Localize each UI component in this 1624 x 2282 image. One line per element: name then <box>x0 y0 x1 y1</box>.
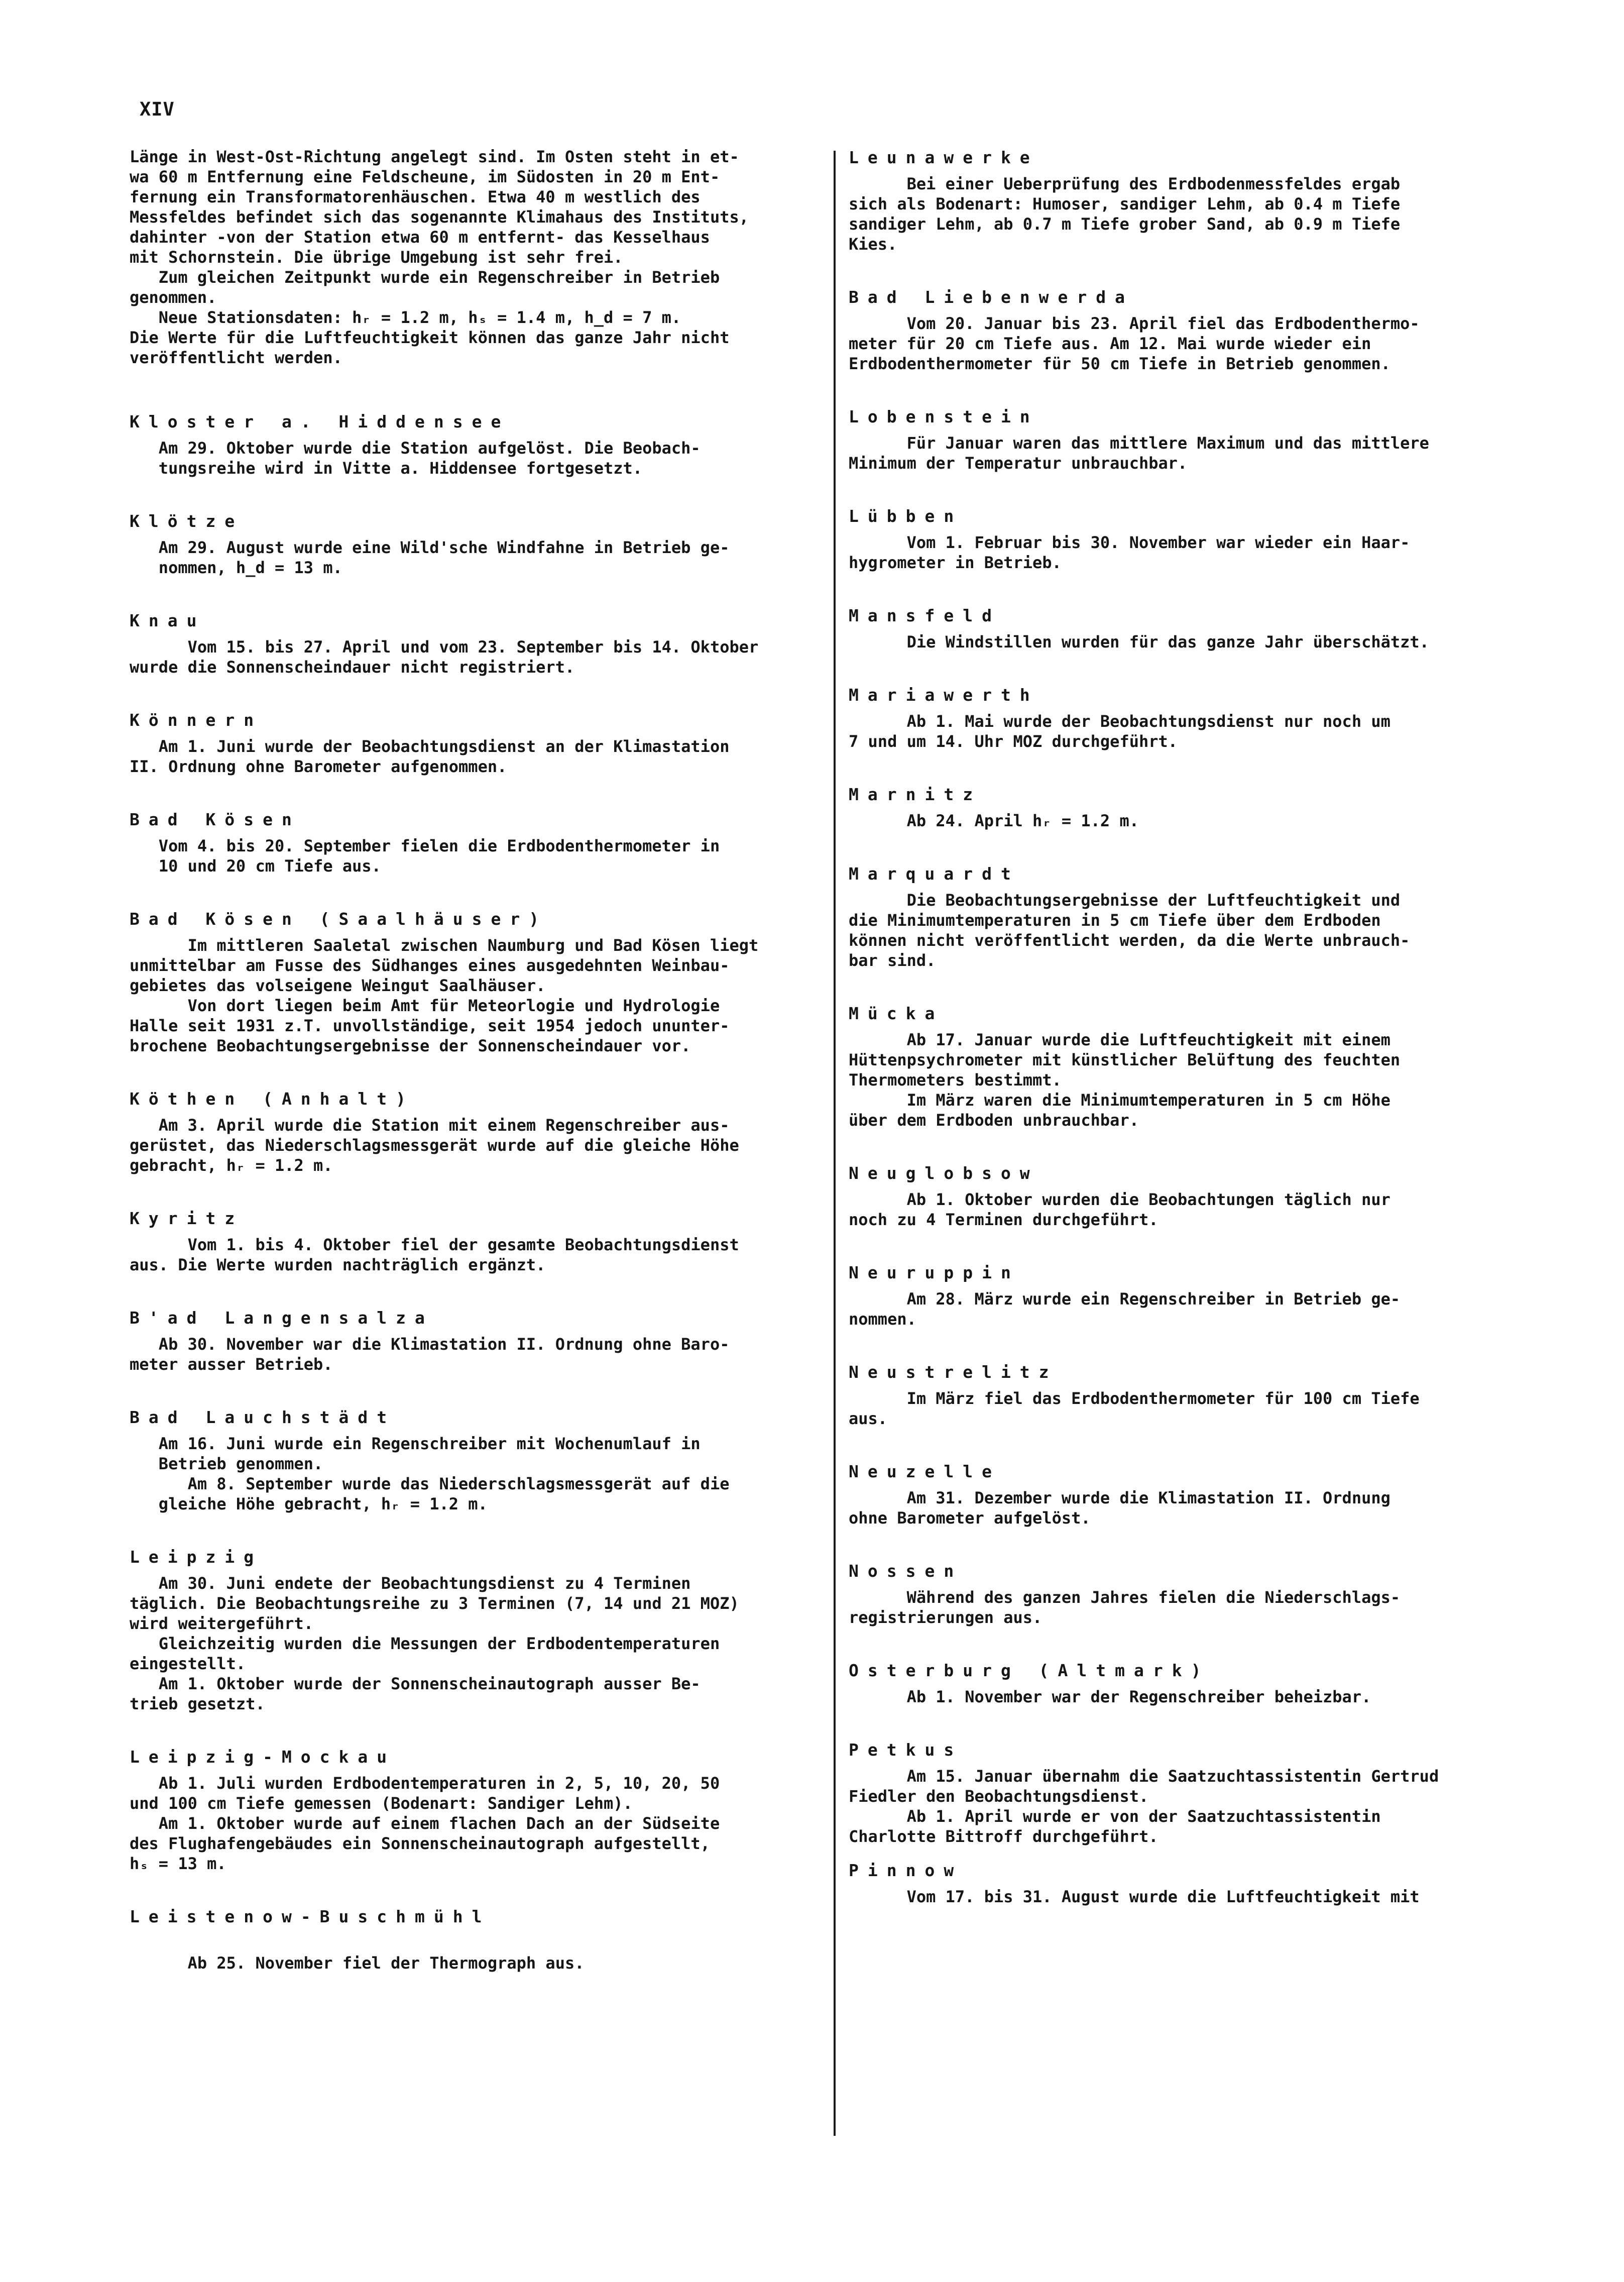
entry-koennern <box>130 709 833 777</box>
column-divider <box>834 151 836 2136</box>
entry-text: Ab 24. April hᵣ = 1.2 m. <box>849 811 1139 830</box>
entry-bad-koesen-saalhaeuser <box>130 908 833 1056</box>
entry-text: Ab 25. November fiel der Thermograph aus. <box>187 1953 585 1973</box>
entry-text: Die Windstillen wurden für das ganze Jahr überschätzt. <box>849 632 1429 651</box>
station-heading: Mariawerth <box>849 685 1039 705</box>
entry-text: Am 30. Juni endete der Beobachtungsdienst zu 4 Terminen täglich. Die Beobachtungsreihe zu 3 Terminen (7, 14 und 21 MOZ) wird weitergeführt. Gleichzeitig wurden die Messungen der Erdbodentemperaturen eingestellt. Am 1. Oktober wurde der Sonnenscheinautograph ausser Be- trieb gesetzt. <box>130 1574 739 1713</box>
entry-nossen <box>849 1560 1501 1627</box>
entry-leunawerke <box>849 147 1501 254</box>
entry-text: Am 3. April wurde die Station mit einem Regenschreiber aus- gerüstet, das Niederschlagsmessgerät wurde auf die gleiche Höhe gebracht, hᵣ = 1.2 m. <box>130 1116 739 1175</box>
entry-koethen-anhalt <box>130 1088 833 1175</box>
entry-bad-koesen <box>130 809 833 876</box>
entry-text: Vom 17. bis 31. August wurde die Luftfeuchtigkeit mit <box>849 1887 1420 1906</box>
entry-luebben <box>849 505 1501 573</box>
station-heading: Neuzelle <box>849 1462 1001 1481</box>
entry-text: Länge in West-Ost-Richtung angelegt sind. Im Osten steht in et- wa 60 m Entfernung eine Feldscheune, im Südosten in 20 m Ent- fernung ein Transformatorenhäuschen. Etwa 40 m westlich des Messfeldes befindet sich das sogenannte Klimahaus des Instituts, dahinter -von der Station etwa 60 m entfernt- das Kesselhaus mit Schornstein. Die übrige Umgebung ist sehr frei. Zum gleichen Zeitpunkt wurde ein Regenschreiber in Betrieb genommen. Neue Stationsdaten: hᵣ = 1.2 m, hₛ = 1.4 m, h_d = 7 m. Die Werte für die Luftfeuchtigkeit können das ganze Jahr nicht veröffentlicht werden. <box>130 147 749 367</box>
entry-kloetze <box>130 510 833 578</box>
entry-osterburg-altmark <box>849 1660 1501 1707</box>
entry-leipzig <box>130 1546 833 1714</box>
entry-text: Für Januar waren das mittlere Maximum und das mittlere Minimum der Temperatur unbrauchbar. <box>849 433 1429 473</box>
entry-text: Ab 30. November war die Klimastation II. Ordnung ohne Baro- meter ausser Betrieb. <box>130 1335 730 1374</box>
entry-neuruppin <box>849 1262 1501 1329</box>
entry-text: Vom 1. bis 4. Oktober fiel der gesamte Beobachtungsdienst aus. Die Werte wurden nachträglich ergänzt. <box>130 1235 739 1274</box>
station-heading: Osterburg (Altmark) <box>849 1661 1210 1680</box>
station-heading: Kyritz <box>130 1209 244 1228</box>
entry-text: Am 29. August wurde eine Wild'sche Windfahne in Betrieb ge- nommen, h_d = 13 m. <box>158 538 730 577</box>
station-heading: Köthen (Anhalt) <box>130 1089 415 1109</box>
station-heading: Knau <box>130 611 206 630</box>
entry-text: Ab 1. Juli wurden Erdbodentemperaturen in 2, 5, 10, 20, 50 und 100 cm Tiefe gemessen (Bodenart: Sandiger Lehm). Am 1. Oktober wurde auf einem flachen Dach an der Südseite des Flughafengebäudes ein Sonnenscheinautograph aufgestellt, hₛ = 13 m. <box>130 1774 720 1873</box>
entry-text: Am 28. März wurde ein Regenschreiber in Betrieb ge- nommen. <box>849 1289 1401 1329</box>
left-column <box>130 147 833 1973</box>
station-heading: Marnitz <box>849 785 982 804</box>
station-heading: Lübben <box>849 506 963 526</box>
entry-mariawerth <box>849 684 1501 751</box>
entry-b-ad-langensalza <box>130 1307 833 1374</box>
entry-text: Ab 1. Oktober wurden die Beobachtungen täglich nur noch zu 4 Terminen durchgeführt. <box>849 1190 1390 1229</box>
entry-kyritz <box>130 1208 833 1275</box>
station-heading: Bad Kösen (Saalhäuser) <box>130 909 548 929</box>
station-heading: Klötze <box>130 511 244 531</box>
station-heading: Mücka <box>849 1004 944 1023</box>
entry-text: Bei einer Ueberprüfung des Erdbodenmessfeldes ergab sich als Bodenart: Humoser, sandiger Lehm, ab 0.4 m Tiefe sandiger Lehm, ab 0.7 m Tiefe grober Sand, ab 0.9 m Tiefe Kies. <box>849 174 1401 254</box>
entry-text: Am 29. Oktober wurde die Station aufgelöst. Die Beobach- tungsreihe wird in Vitte a. Hiddensee fortgesetzt. <box>158 439 701 478</box>
entry-leipzig-mockau <box>130 1746 833 1874</box>
station-heading: Leipzig-Mockau <box>130 1747 396 1767</box>
entry-text: Ab 17. Januar wurde die Luftfeuchtigkeit mit einem Hüttenpsychrometer mit künstlicher Belüftung des feuchten Thermometers bestimmt. Im März waren die Minimumtemperaturen in 5 cm Höhe über dem Erdboden unbrauchbar. <box>849 1030 1401 1130</box>
station-heading: Bad Liebenwerda <box>849 287 1134 307</box>
station-heading: Kloster a. Hiddensee <box>130 412 510 431</box>
station-heading: Leistenow-Buschmühl <box>130 1907 491 1926</box>
entry-kloster-a-hiddensee <box>130 411 833 478</box>
entry-pinnow <box>849 1860 1501 1907</box>
entry-text: Am 15. Januar übernahm die Saatzuchtassistentin Gertrud Fiedler den Beobachtungsdienst. Ab 1. April wurde er von der Saatzuchtassistentin Charlotte Bittroff durchgeführt. <box>849 1767 1439 1846</box>
entry-text: Ab 1. November war der Regenschreiber beheizbar. <box>849 1687 1371 1706</box>
entry-lobenstein <box>849 406 1501 473</box>
station-heading: Bad Kösen <box>130 810 301 829</box>
entry-knau <box>130 610 833 677</box>
station-heading: Könnern <box>130 710 263 730</box>
entry-text: Während des ganzen Jahres fielen die Niederschlags- registrierungen aus. <box>849 1588 1401 1627</box>
entry-mansfeld <box>849 605 1501 652</box>
entry-intro <box>130 147 833 368</box>
entry-text: Am 31. Dezember wurde die Klimastation II. Ordnung ohne Barometer aufgelöst. <box>849 1488 1390 1528</box>
entry-neuzelle <box>849 1461 1501 1528</box>
entry-text: Vom 4. bis 20. September fielen die Erdbodenthermometer in 10 und 20 cm Tiefe aus. <box>158 836 720 876</box>
entry-marnitz <box>849 784 1501 831</box>
entry-leistenow-buschmuehl <box>130 1906 833 1973</box>
station-heading: Leunawerke <box>849 148 1039 167</box>
entry-text: Im mittleren Saaletal zwischen Naumburg und Bad Kösen liegt unmittelbar am Fusse des Südhanges eines ausgedehnten Weinbau- gebietes das volseigene Weingut Saalhäuser. Von dort liegen beim Amt für Meteorlogie und Hydrologie Halle seit 1931 z.T. unvollständige, seit 1954 jedoch ununter- brochene Beobachtungsergebnisse der Sonnenscheindauer vor. <box>130 936 759 1055</box>
station-heading: Bad Lauchstädt <box>130 1407 396 1427</box>
entry-text: Ab 1. Mai wurde der Beobachtungsdienst nur noch um 7 und um 14. Uhr MOZ durchgeführt. <box>849 712 1390 751</box>
station-heading: Neuruppin <box>849 1263 1020 1282</box>
entry-neuglobsow <box>849 1162 1501 1230</box>
entry-text: Die Beobachtungsergebnisse der Luftfeuchtigkeit und die Minimumtemperaturen in 5 cm Tiefe über dem Erdboden können nicht veröffentlicht werden, da die Werte unbrauch- bar sind. <box>849 891 1410 970</box>
right-column <box>849 147 1501 1907</box>
station-heading: Leipzig <box>130 1547 263 1567</box>
page-number: XIV <box>140 98 175 120</box>
entry-neustrelitz <box>849 1361 1501 1429</box>
station-heading: Petkus <box>849 1740 963 1760</box>
station-heading: Neuglobsow <box>849 1163 1039 1183</box>
entry-text: Im März fiel das Erdbodenthermometer für 100 cm Tiefe aus. <box>849 1389 1420 1428</box>
entry-text: Am 16. Juni wurde ein Regenschreiber mit Wochenumlauf in Betrieb genommen. Am 8. September wurde das Niederschlagsmessgerät auf die gleiche Höhe gebracht, hᵣ = 1.2 m. <box>158 1434 730 1513</box>
station-heading: Neustrelitz <box>849 1362 1058 1382</box>
entry-text: Vom 1. Februar bis 30. November war wieder ein Haar- hygrometer in Betrieb. <box>849 533 1410 572</box>
station-heading: Nossen <box>849 1561 963 1581</box>
entry-text: Vom 20. Januar bis 23. April fiel das Erdbodenthermo- meter für 20 cm Tiefe aus. Am 12. Mai wurde wieder ein Erdbodenthermometer für 50 cm Tiefe in Betrieb genommen. <box>849 314 1420 373</box>
entry-muecka <box>849 1003 1501 1130</box>
entry-bad-liebenwerda <box>849 286 1501 374</box>
station-heading: Pinnow <box>849 1861 963 1880</box>
entry-marquardt <box>849 863 1501 970</box>
station-heading: B'ad Langensalza <box>130 1308 434 1328</box>
entry-text: Vom 15. bis 27. April und vom 23. September bis 14. Oktober wurde die Sonnenscheindauer nicht registriert. <box>130 637 759 677</box>
station-heading: Lobenstein <box>849 407 1039 426</box>
entry-bad-lauchstaedt <box>130 1406 833 1514</box>
entry-petkus <box>849 1739 1501 1846</box>
station-heading: Mansfeld <box>849 606 1001 625</box>
station-heading: Marquardt <box>849 864 1020 884</box>
entry-text: Am 1. Juni wurde der Beobachtungsdienst an der Klimastation II. Ordnung ohne Barometer aufgenommen. <box>130 737 730 776</box>
